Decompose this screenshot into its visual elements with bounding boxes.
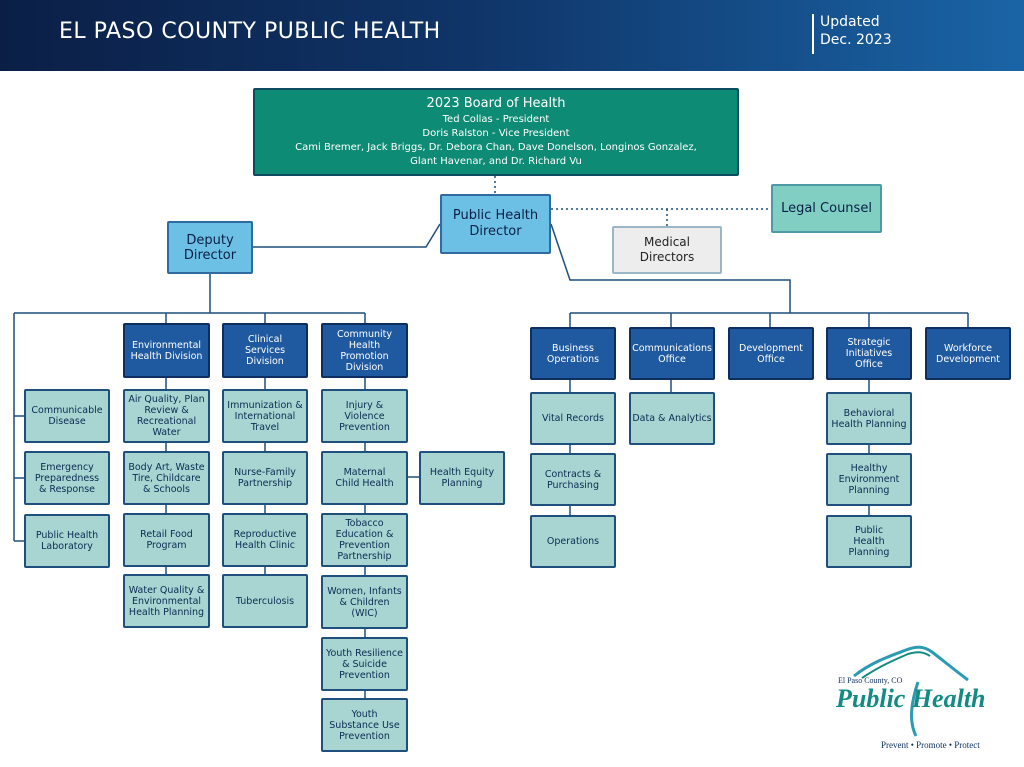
unit-label: Reproductive Health Clinic	[233, 529, 297, 551]
board-president: Ted Collas - President	[442, 114, 550, 125]
office-strategic-initiatives	[826, 327, 912, 380]
unit-injury-violence	[321, 389, 408, 443]
updated-label: Updated	[820, 14, 880, 30]
unit-label: Vital Records	[542, 413, 604, 424]
legal-counsel-label: Legal Counsel	[781, 201, 872, 216]
unit-public-health-planning	[826, 515, 912, 568]
unit-body-art	[123, 451, 210, 505]
unit-label: Body Art, Waste Tire, Childcare & Schools	[128, 461, 205, 495]
legal-counsel	[771, 184, 882, 233]
unit-maternal-child	[321, 451, 408, 505]
unit-nurse-family	[222, 451, 308, 505]
unit-label: Health Equity Planning	[429, 467, 495, 489]
office-label: Development Office	[739, 342, 803, 365]
logo-tagline: Prevent • Promote • Protect	[881, 740, 980, 750]
board-members-line1: Cami Bremer, Jack Briggs, Dr. Debora Chan, Dave Donelson, Longinos Gonzalez,	[295, 142, 697, 153]
unit-water-quality	[123, 574, 210, 628]
medical-directors	[612, 226, 722, 274]
unit-label: Women, Infants & Children (WIC)	[327, 585, 402, 619]
office-workforce-development	[925, 327, 1011, 380]
unit-wic	[321, 575, 408, 629]
unit-label: Contracts & Purchasing	[544, 468, 602, 491]
unit-public-health-laboratory	[24, 514, 110, 568]
unit-label: Behavioral Health Planning	[831, 407, 907, 430]
public-health-director-label: Public Health Director	[452, 208, 539, 239]
board-vice-president: Doris Ralston - Vice President	[422, 128, 570, 139]
unit-contracts-purchasing	[530, 453, 616, 506]
office-label: Communications Office	[632, 342, 712, 365]
unit-label: Tobacco Education & Prevention Partnership	[335, 518, 394, 562]
unit-youth-resilience	[321, 637, 408, 691]
board-title: 2023 Board of Health	[426, 96, 566, 111]
unit-healthy-environment	[826, 453, 912, 506]
unit-label: Injury & Violence Prevention	[339, 399, 390, 433]
office-communications	[629, 327, 715, 380]
public-health-director	[440, 194, 551, 254]
logo-location: El Paso County, CO	[838, 676, 903, 685]
unit-label: Tuberculosis	[235, 595, 295, 607]
unit-label: Emergency Preparedness & Response	[34, 461, 100, 495]
unit-label: Immunization & International Travel	[227, 399, 303, 433]
unit-retail-food	[123, 513, 210, 567]
unit-behavioral-health	[826, 392, 912, 445]
deputy-director-label: Deputy Director	[183, 232, 237, 263]
division-environmental-health	[123, 323, 210, 378]
page-title: EL PASO COUNTY PUBLIC HEALTH	[59, 19, 441, 44]
unit-label: Retail Food Program	[140, 529, 193, 551]
unit-label: Maternal Child Health	[335, 467, 394, 489]
unit-vital-records	[530, 392, 616, 445]
director-deputy-link	[253, 224, 440, 247]
board-members-line2: Glant Havenar, and Dr. Richard Vu	[410, 156, 582, 167]
logo-wordmark: Public Health	[836, 684, 986, 713]
unit-air-quality	[123, 389, 210, 443]
unit-communicable-disease	[24, 389, 110, 443]
deputy-director	[167, 221, 253, 274]
board-of-health	[253, 88, 739, 176]
unit-tuberculosis	[222, 574, 308, 628]
unit-label: Air Quality, Plan Review & Recreational Water	[128, 394, 205, 438]
unit-label: Water Quality & Environmental Health Planning	[128, 584, 205, 618]
unit-label: Healthy Environment Planning	[838, 463, 900, 496]
division-clinical-services	[222, 323, 308, 378]
unit-tobacco	[321, 513, 408, 567]
division-label: Community Health Promotion Division	[337, 328, 392, 373]
unit-emergency-preparedness	[24, 451, 110, 505]
unit-label: Public Health Laboratory	[35, 530, 99, 552]
office-label: Strategic Initiatives Office	[845, 337, 893, 370]
unit-immunization	[222, 389, 308, 443]
unit-label: Youth Substance Use Prevention	[329, 708, 400, 742]
unit-label: Public Health Planning	[848, 525, 890, 558]
office-development	[728, 327, 814, 380]
unit-label: Youth Resilience & Suicide Prevention	[326, 647, 403, 681]
unit-youth-substance	[321, 698, 408, 752]
medical-directors-label: Medical Directors	[639, 235, 695, 264]
unit-label: Communicable Disease	[31, 405, 103, 427]
unit-label: Operations	[546, 536, 600, 547]
division-community-health-promotion	[321, 323, 408, 378]
division-label: Clinical Services Division	[244, 334, 286, 367]
division-label: Environmental Health Division	[130, 339, 203, 362]
office-label: Business Operations	[546, 342, 600, 365]
unit-health-equity	[419, 451, 505, 505]
office-label: Workforce Development	[936, 342, 1000, 365]
unit-operations	[530, 515, 616, 568]
unit-label: Data & Analytics	[632, 413, 712, 424]
office-business-operations	[530, 327, 616, 380]
unit-label: Nurse-Family Partnership	[234, 467, 296, 489]
unit-data-analytics	[629, 392, 715, 445]
unit-reproductive-health	[222, 513, 308, 567]
updated-value: Dec. 2023	[820, 32, 892, 48]
